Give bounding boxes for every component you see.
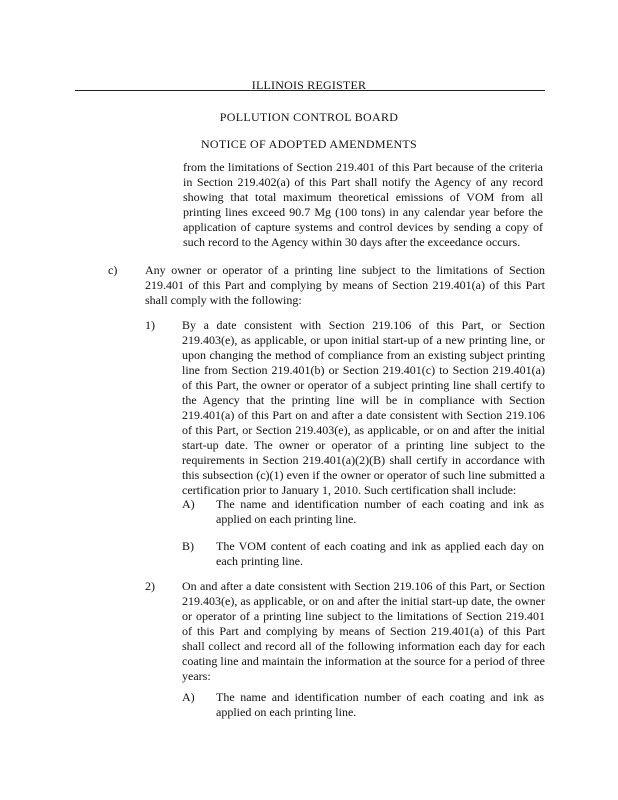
subsection-c1-label: 1) [145, 318, 155, 332]
subsection-c1-text: By a date consistent with Section 219.106 of this Part, or Section 219.403(e), as applicable, or upon initial start-up of a new printing line, or upon changing the method of compliance from an existing subject printing line from Section 219.401(b) or Section 219.401(c) to Section 219.401(a) of this Part, the owner or operator of a subject printing line shall certify to the Agency that the printing line will be in compliance with Section 219.401(a) of this Part on and after a date consistent with Section 219.106 of this Part, or Section 219.403(e), as applicable, or on and after the initial start-up date. The owner or operator of a printing line subject to the requirements in Section 219.401(a)(2)(B) shall certify in accordance with this subsection (c)(1) even if the owner or operator of such line submitted a certification prior to January 1, 2010. Such certification shall include: [182, 318, 545, 497]
subsection-c2A-text: The name and identification number of each coating and ink as applied on each printing line. [216, 690, 544, 719]
subsection-c1A-label: A) [182, 497, 195, 511]
subsection-c-text: Any owner or operator of a printing line subject to the limitations of Section 219.401 of this Part and complying by means of Section 219.401(a) of this Part shall comply with the following: [145, 263, 545, 307]
subsection-c1B-text: The VOM content of each coating and ink as applied each day on each printing line. [216, 539, 544, 568]
subsection-c2-text: On and after a date consistent with Section 219.106 of this Part, or Section 219.403(e), as applicable, or on and after the initial start-up date, the owner or operator of a printing line subject to the limitations of Section 219.401 of this Part and complying by means of Section 219.401(a) of this Part shall collect and record all of the following information each day for each coating line and maintain the information at the source for a period of three years: [182, 579, 545, 683]
subsection-c-label: c) [108, 263, 118, 277]
subsection-c2A-label: A) [182, 690, 195, 704]
subsection-c2-label: 2) [145, 579, 155, 593]
subsection-c1B-label: B) [182, 539, 194, 553]
notice-title: NOTICE OF ADOPTED AMENDMENTS [200, 137, 418, 151]
subsection-c1A-text: The name and identification number of each coating and ink as applied on each printing line. [216, 497, 544, 526]
register-title: ILLINOIS REGISTER [251, 78, 367, 92]
continued-paragraph: from the limitations of Section 219.401 of this Part because of the criteria in Section 219.402(a) of this Part shall notify the Agency of any record showing that total maximum theoretical emissions of VOM from all printing lines exceed 90.7 Mg (100 tons) in any calendar year before the application of capture systems and control devices by sending a copy of such record to the Agency within 30 days after the exceedance occurs. [183, 160, 543, 249]
agency-title: POLLUTION CONTROL BOARD [219, 110, 399, 124]
